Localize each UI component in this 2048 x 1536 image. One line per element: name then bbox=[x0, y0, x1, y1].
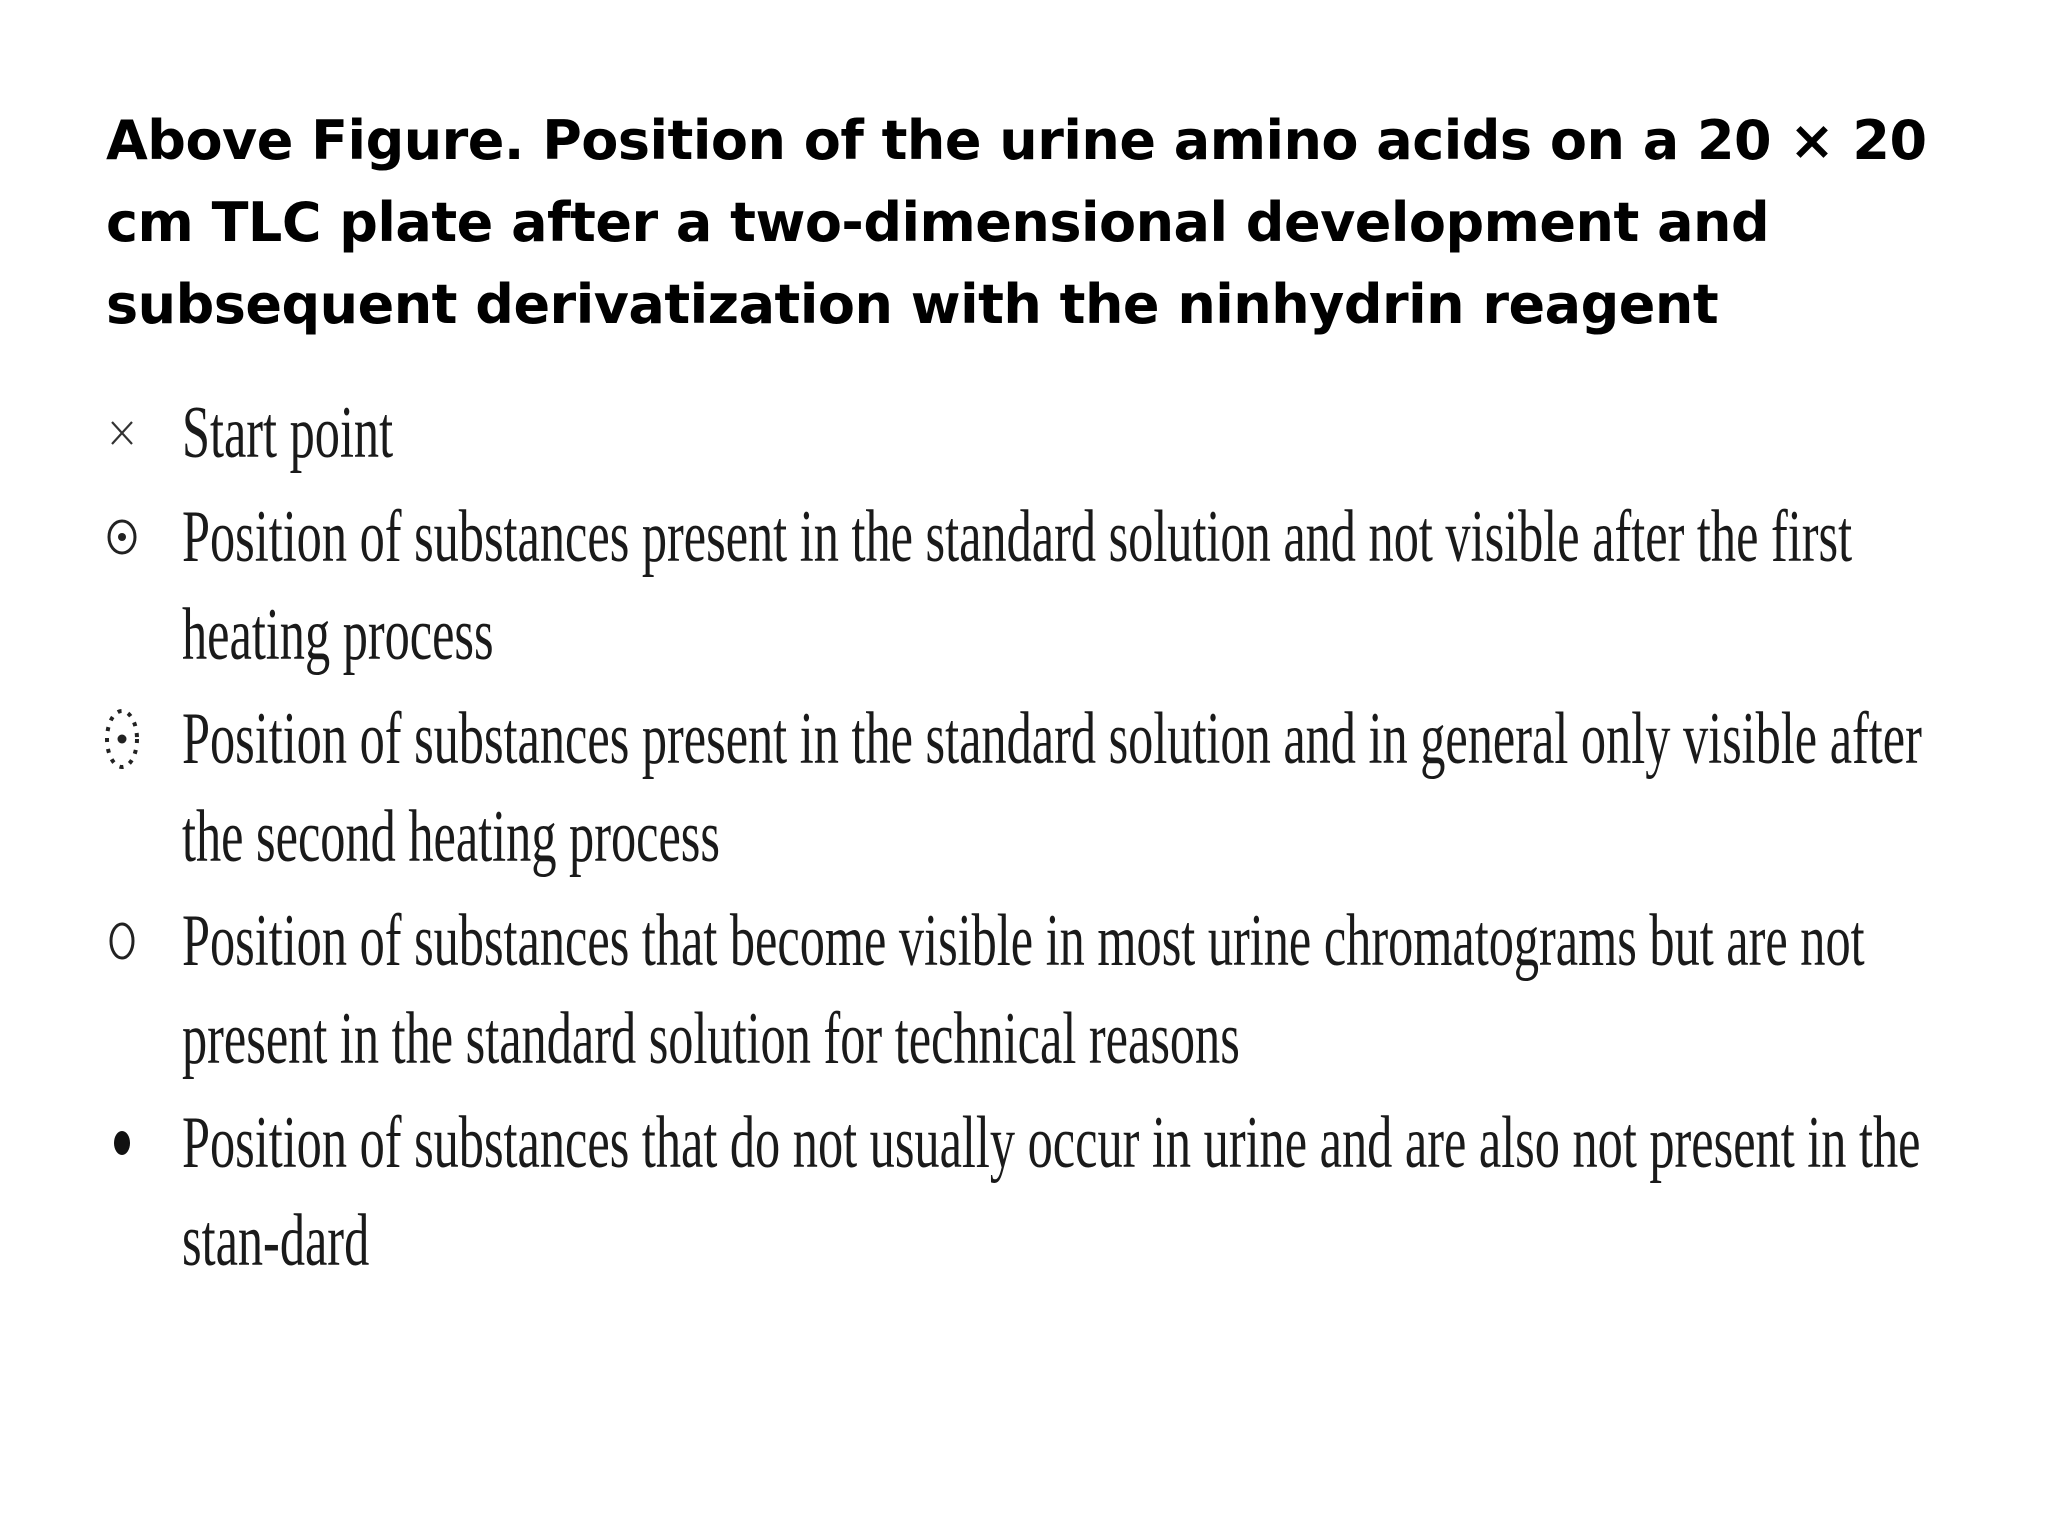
legend-item-not-in-urine bbox=[100, 1094, 1960, 1290]
legend-item-start-point bbox=[100, 384, 1960, 482]
legend-item-text: Position of substances present in the standard solution and not visible after the first heating process bbox=[182, 496, 1853, 676]
legend-item-second-heating bbox=[100, 690, 1960, 886]
dashed-circle-dot-icon bbox=[100, 690, 144, 788]
legend-item-first-heating bbox=[100, 488, 1960, 684]
symbol-legend bbox=[100, 384, 1960, 1290]
legend-item-urine-visible bbox=[100, 892, 1960, 1088]
circle-dot-icon bbox=[100, 488, 144, 586]
legend-item-text: Start point bbox=[182, 392, 394, 474]
cross-icon bbox=[100, 384, 144, 482]
legend-item-text: Position of substances that become visible in most urine chromatograms but are not present in the standard solution for technical reasons bbox=[182, 900, 1865, 1080]
open-circle-icon bbox=[100, 892, 144, 990]
filled-dot-icon bbox=[100, 1094, 144, 1192]
legend-item-text: Position of substances present in the standard solution and in general only visible after the second heating process bbox=[182, 698, 1922, 878]
legend-item-text: Position of substances that do not usually occur in urine and are also not present in the stan-dard bbox=[182, 1102, 1921, 1282]
slide-title: Above Figure. Position of the urine amino acids on a 20 × 20 cm TLC plate after a two-dimensional development and subsequent derivatization with the ninhydrin reagent bbox=[106, 109, 1927, 336]
